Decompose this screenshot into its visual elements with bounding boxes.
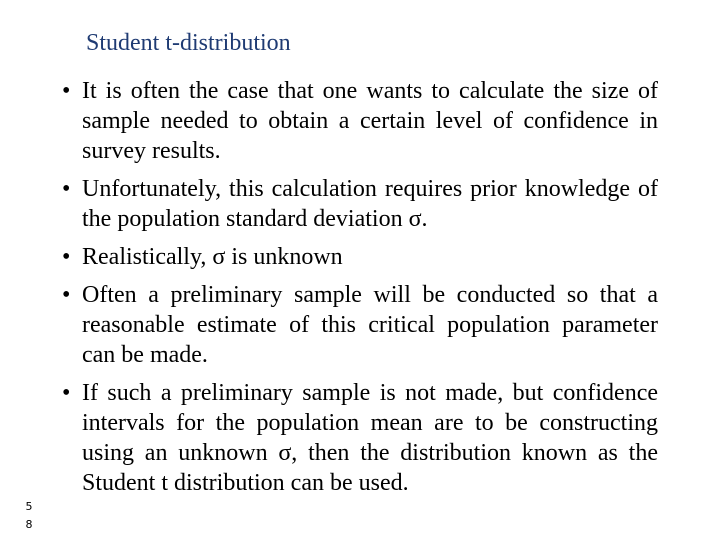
bullet-text: If such a preliminary sample is not made, but confidence intervals for the population mean are to be constructing using an unknown σ, then the distribution known as the Student t distribution can be used. [82, 380, 658, 496]
bullet-text: Unfortunately, this calculation requires prior knowledge of the population standard deviation σ. [82, 176, 658, 232]
slide-title: Student t-distribution [86, 30, 291, 56]
bullet-text: Realistically, σ is unknown [82, 244, 343, 270]
page-number: 58 [25, 500, 33, 531]
bullet-item [60, 280, 658, 370]
bullet-dot-icon: • [62, 282, 71, 308]
bullet-item [60, 378, 658, 498]
bullet-text: Often a preliminary sample will be conducted so that a reasonable estimate of this critical population parameter can be made. [82, 282, 658, 368]
bullet-item [60, 242, 658, 272]
bullet-dot-icon: • [62, 244, 71, 270]
bullet-list [60, 76, 658, 506]
bullet-item [60, 174, 658, 234]
bullet-text: It is often the case that one wants to calculate the size of sample needed to obtain a certain level of confidence in survey results. [82, 78, 658, 164]
bullet-dot-icon: • [62, 380, 71, 406]
bullet-item [60, 76, 658, 166]
bullet-dot-icon: • [62, 176, 71, 202]
bullet-dot-icon: • [62, 78, 71, 104]
